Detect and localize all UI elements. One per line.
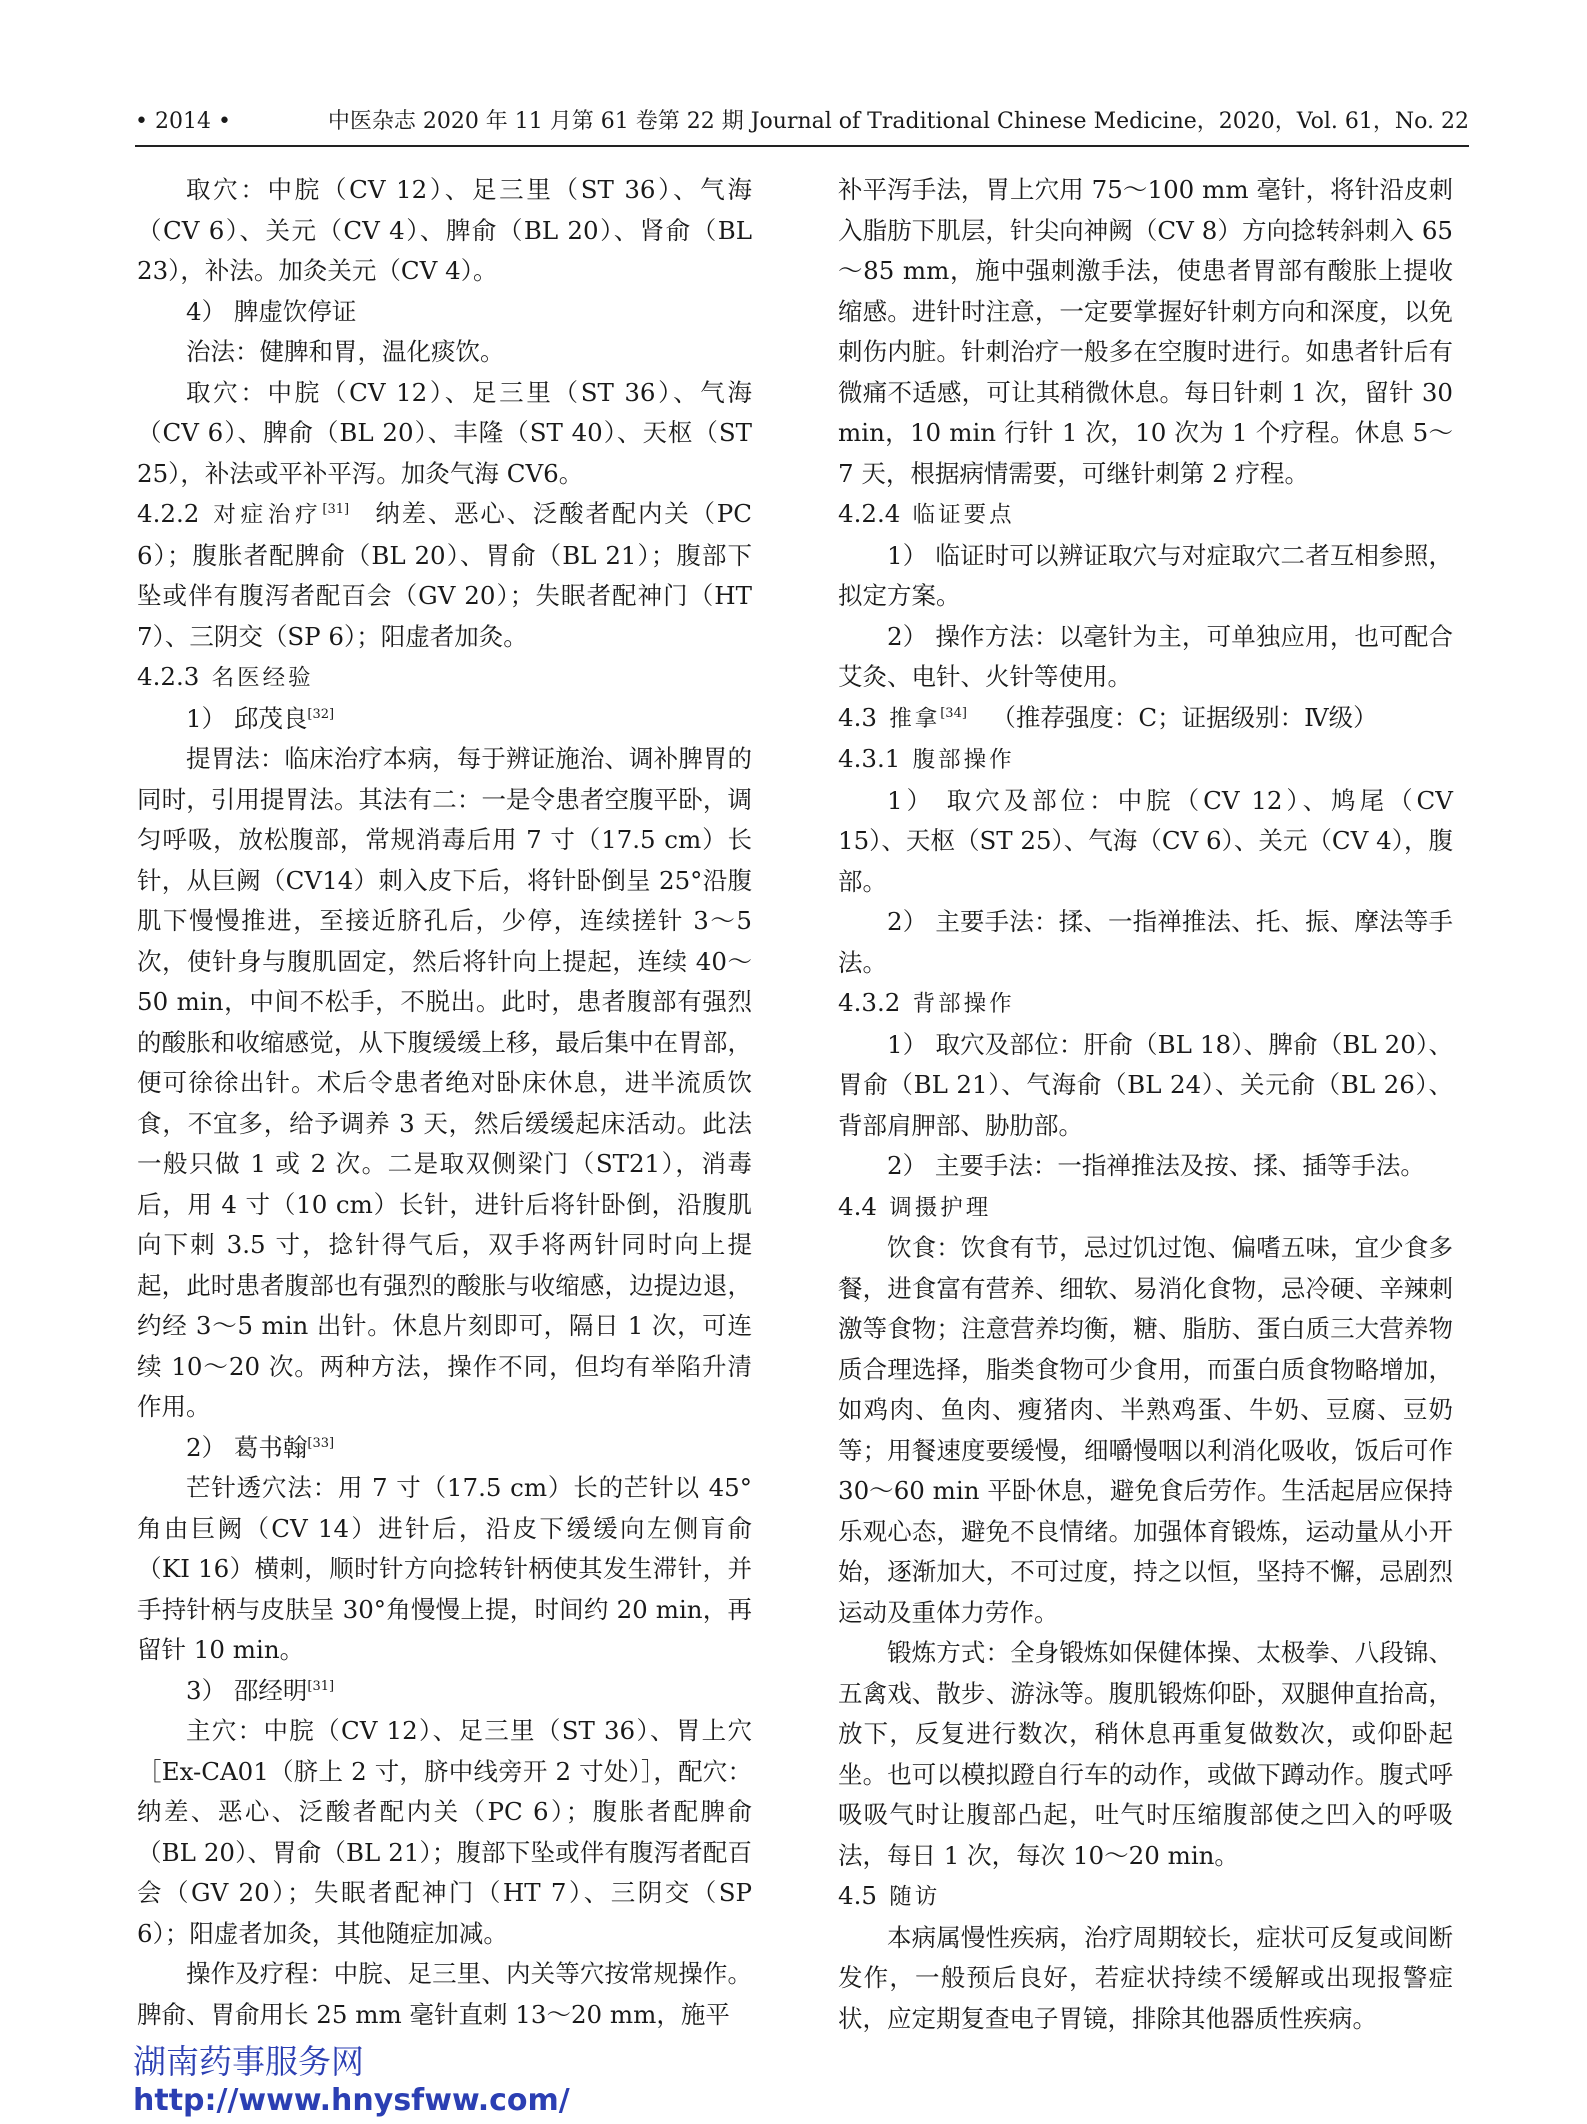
paragraph	[137, 332, 752, 373]
paragraph-text: 提胃法：临床治疗本病，每于辨证施治、调补脾胃的同时，引用提胃法。其法有二：一是令患者空腹平卧，调匀呼吸，放松腹部，常规消毒后用 7 寸（17.5 cm）长针，从巨阙（CV14）刺入皮下后，将针卧倒呈 25°沿腹肌下慢慢推进，至接近脐孔后，少停，连续搓针 3～5 次，使针身与腹肌固定，然后将针向上提起，连续 40～50 min，中间不松手，不脱出。此时，患者腹部有强烈的酸胀和收缩感觉，从下腹缓缓上移，最后集中在胃部，便可徐徐出针。术后令患者绝对卧床休息，进半流质饮食，不宜多，给予调养 3 天，然后缓缓起床活动。此法一般只做 1 或 2 次。二是取双侧梁门（ST21），消毒后，用 4 寸（10 cm）长针，进针后将针卧倒，沿腹肌向下刺 3.5 寸，捻针得气后，双手将两针同时向上提起，此时患者腹部也有强烈的酸胀与收缩感，边提边退，约经 3～5 min 出针。休息片刻即可，隔日 1 次，可连续 10～20 次。两种方法，操作不同，但均有举陷升清作用。	[137, 744, 752, 1421]
paragraph	[137, 699, 752, 740]
paragraph	[838, 781, 1453, 903]
section-heading	[838, 494, 1453, 536]
paragraph-text: 4） 脾虚饮停证	[186, 296, 357, 326]
section-title: 腹部操作	[912, 747, 1015, 773]
section-number: 4.2.3	[137, 662, 200, 691]
paragraph-text: 1） 邱茂良	[186, 703, 308, 733]
paragraph-text: 1） 取穴及部位：中脘（CV 12）、鸠尾（CV 15）、天枢（ST 25）、气海（CV 6）、关元（CV 4），腹部。	[838, 785, 1453, 896]
section-title: 随访	[889, 1884, 941, 1910]
paragraph	[838, 1025, 1453, 1147]
paragraph-text: 2） 葛书翰	[186, 1432, 308, 1462]
citation-ref: [31]	[307, 1678, 335, 1694]
section-heading	[838, 698, 1453, 740]
paragraph-text: 操作及疗程：中脘、足三里、内关等穴按常规操作。脾俞、胃俞用长 25 mm 毫针直刺 13～20 mm，施平	[137, 1959, 752, 2029]
paragraph	[137, 1954, 752, 2035]
paragraph-text: 2） 操作方法：以毫针为主，可单独应用，也可配合艾灸、电针、火针等使用。	[838, 621, 1453, 691]
watermark-site-name: 湖南药事服务网	[133, 2042, 364, 2081]
watermark	[133, 2042, 570, 2120]
paragraph	[838, 1228, 1453, 1633]
paragraph	[137, 292, 752, 333]
paragraph	[838, 1146, 1453, 1187]
paragraph-text: 1） 取穴及部位：肝俞（BL 18）、脾俞（BL 20）、胃俞（BL 21）、气海俞（BL 24）、关元俞（BL 26）、背部肩胛部、胁肋部。	[838, 1029, 1453, 1140]
section-heading	[838, 1187, 1453, 1229]
section-title: 对症治疗	[211, 502, 323, 528]
paragraph-text: 2） 主要手法：揉、一指禅推法、托、振、摩法等手法。	[838, 907, 1453, 977]
right-column	[838, 170, 1453, 2039]
citation-ref: [33]	[307, 1435, 335, 1451]
paragraph	[838, 1918, 1453, 2040]
section-text: （推荐强度：C；证据级别：Ⅳ级）	[991, 702, 1378, 732]
paragraph	[838, 1633, 1453, 1876]
section-title: 背部操作	[912, 991, 1015, 1017]
page-number: • 2014 •	[135, 109, 231, 134]
paragraph-text: 取穴：中脘（CV 12）、足三里（ST 36）、气海（CV 6）、关元（CV 4）、脾俞（BL 20）、肾俞（BL 23），补法。加灸关元（CV 4）。	[137, 175, 752, 285]
left-column	[137, 170, 752, 2035]
paragraph	[137, 1428, 752, 1469]
paragraph	[137, 373, 752, 495]
section-number: 4.3.1	[838, 744, 901, 773]
paragraph-text: 饮食：饮食有节，忌过饥过饱、偏嗜五味，宜少食多餐，进食富有营养、细软、易消化食物，忌冷硬、辛辣刺激等食物；注意营养均衡，糖、脂肪、蛋白质三大营养物质合理选择，脂类食物可少食用，而蛋白质食物略增加，如鸡肉、鱼肉、瘦猪肉、半熟鸡蛋、牛奶、豆腐、豆奶等；用餐速度要缓慢，细嚼慢咽以利消化吸收，饭后可作 30～60 min 平卧休息，避免食后劳作。生活起居应保持乐观心态，避免不良情绪。加强体育锻炼，运动量从小开始，逐渐加大，不可过度，持之以恒，坚持不懈，忌剧烈运动及重体力劳作。	[838, 1233, 1453, 1627]
paragraph	[137, 739, 752, 1428]
paragraph-text: 3） 邵经明	[186, 1675, 308, 1705]
header-rule	[135, 145, 1469, 147]
paragraph-text: 主穴：中脘（CV 12）、足三里（ST 36）、胃上穴［Ex-CA01（脐上 2 寸，脐中线旁开 2 寸处）］，配穴：纳差、恶心、泛酸者配内关（PC 6）；腹胀者配脾俞（BL 20）、胃俞（BL 21）；腹部下坠或伴有腹泻者配百会（GV 20）；失眠者配神门（HT 7）、三阴交（SP 6）；阳虚者加灸，其他随症加减。	[137, 1716, 752, 1948]
watermark-url[interactable]: http://www.hnysfww.com/	[133, 2083, 570, 2118]
paragraph-text: 治法：健脾和胃，温化痰饮。	[186, 337, 505, 366]
section-title: 调摄护理	[889, 1194, 992, 1221]
citation-ref: [34]	[940, 705, 967, 721]
paragraph	[838, 170, 1453, 494]
section-title: 推拿	[889, 705, 941, 732]
paragraph	[838, 617, 1453, 698]
section-heading	[838, 739, 1453, 781]
citation-ref: [32]	[307, 706, 335, 722]
paragraph	[838, 536, 1453, 617]
section-number: 4.5	[838, 1881, 877, 1910]
section-number: 4.4	[838, 1191, 877, 1221]
citation-ref: [31]	[322, 501, 350, 517]
paragraph-text: 取穴：中脘（CV 12）、足三里（ST 36）、气海（CV 6）、脾俞（BL 20）、丰隆（ST 40）、天枢（ST 25），补法或平补平泻。加灸气海 CV6。	[137, 377, 752, 488]
paragraph-text: 本病属慢性疾病，治疗周期较长，症状可反复或间断发作，一般预后良好，若症状持续不缓解或出现报警症状，应定期复查电子胃镜，排除其他器质性疾病。	[838, 1922, 1453, 2033]
paragraph	[838, 902, 1453, 983]
paragraph-text: 锻炼方式：全身锻炼如保健体操、太极拳、八段锦、五禽戏、散步、游泳等。腹肌锻炼仰卧，双腿伸直抬高，放下，反复进行数次，稍休息再重复做数次，或仰卧起坐。也可以模拟蹬自行车的动作，或做下蹲动作。腹式呼吸吸气时让腹部凸起，吐气时压缩腹部使之凹入的呼吸法，每日 1 次，每次 10～20 min。	[838, 1638, 1453, 1870]
journal-citation: 中医杂志 2020 年 11 月第 61 卷第 22 期 Journal of Traditional Chinese Medicine，2020，Vol. 61，No. 22	[327, 109, 1469, 134]
section-number: 4.2.2	[137, 499, 200, 528]
paragraph	[137, 1671, 752, 1712]
section-heading	[137, 657, 752, 699]
section-heading	[838, 983, 1453, 1025]
paragraph-text: 补平泻手法，胃上穴用 75～100 mm 毫针，将针沿皮刺入脂肪下肌层，针尖向神阙（CV 8）方向捻转斜刺入 65～85 mm，施中强刺激手法，使患者胃部有酸胀上提收缩感。进针时注意，一定要掌握好针刺方向和深度，以免刺伤内脏。针刺治疗一般多在空腹时进行。如患者针后有微痛不适感，可让其稍微休息。每日针刺 1 次，留针 30 min，10 min 行针 1 次，10 次为 1 个疗程。休息 5～7 天，根据病情需要，可继针刺第 2 疗程。	[838, 175, 1453, 488]
section-heading	[838, 1876, 1453, 1918]
section-text: 纳差、恶心、泛酸者配内关（PC 6）；腹胀者配脾俞（BL 20）、胃俞（BL 21）；腹部下坠或伴有腹泻者配百会（GV 20）；失眠者配神门（HT 7）、三阴交（SP 6）；阳虚者加灸。	[137, 499, 752, 651]
section-title: 名医经验	[211, 665, 314, 691]
paragraph-text: 2） 主要手法：一指禅推法及按、揉、插等手法。	[887, 1151, 1425, 1180]
paragraph	[137, 1711, 752, 1954]
section-number: 4.3	[838, 702, 877, 732]
page-header	[135, 102, 1469, 142]
section-number: 4.3.2	[838, 988, 901, 1017]
section-number: 4.2.4	[838, 499, 901, 528]
paragraph	[137, 170, 752, 292]
section-heading	[137, 494, 752, 657]
paragraph	[137, 1468, 752, 1671]
paragraph-text: 1） 临证时可以辨证取穴与对症取穴二者互相参照，拟定方案。	[838, 540, 1453, 610]
paragraph-text: 芒针透穴法：用 7 寸（17.5 cm）长的芒针以 45°角由巨阙（CV 14）进针后，沿皮下缓缓向左侧肓俞（KI 16）横刺，顺时针方向捻转针柄使其发生滞针，并手持针柄与皮肤呈 30°角慢慢上提，时间约 20 min，再留针 10 min。	[137, 1473, 752, 1664]
section-title: 临证要点	[912, 502, 1015, 528]
